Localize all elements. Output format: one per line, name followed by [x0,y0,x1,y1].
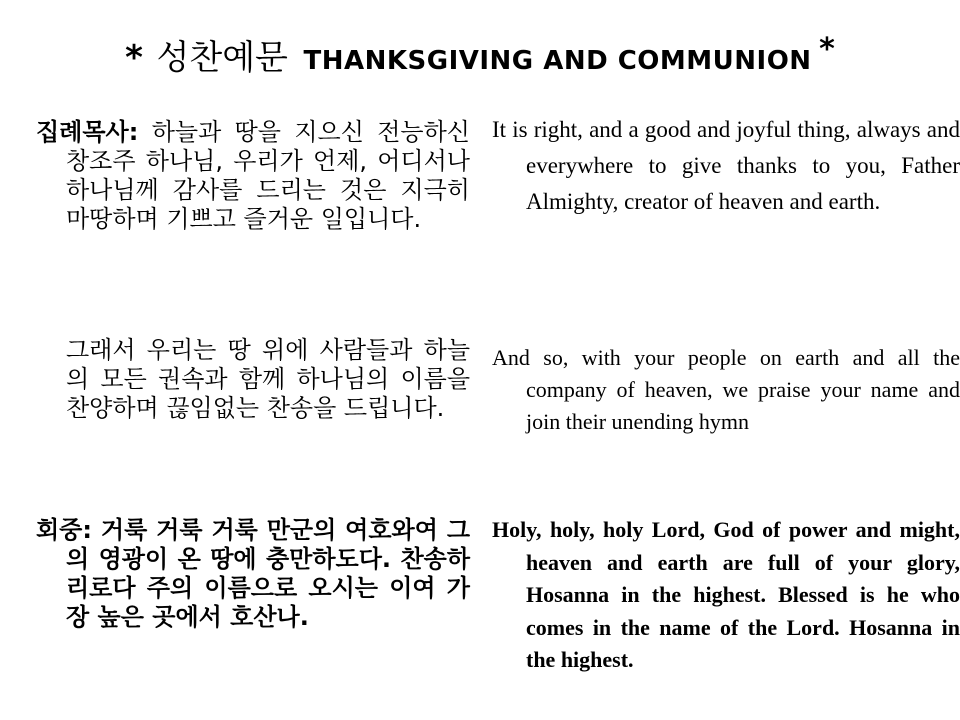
speaker-congregation-korean: 회중: [36,516,92,544]
korean-paragraph-2 [36,336,470,423]
page-title [0,30,960,79]
title-star-prefix: * [125,38,143,78]
korean-paragraph-2-text: 그래서 우리는 땅 위에 사람들과 하늘의 모든 권속과 함께 하나님의 이름을 찬양하며 끊임없는 찬송을 드립니다. [66,336,470,422]
english-paragraph-2: And so, with your people on earth and all the company of heaven, we praise your name and join their unending hymn [492,345,960,434]
title-english: THANKSGIVING AND COMMUNION [303,46,812,76]
title-korean: 성찬예문 [156,38,288,78]
korean-paragraph-3 [36,516,470,632]
english-paragraph-1: It is right, and a good and joyful thing, always and everywhere to give thanks to you, Father Almighty, creator of heaven and earth. [492,117,960,214]
english-paragraph-3: Holy, holy, holy Lord, God of power and might, heaven and earth are full of your glory, Hosanna in the highest. Blessed is he who comes in the name of the Lord. Hosanna in the highest. [492,517,960,672]
korean-paragraph-3-text: 거룩 거룩 거룩 만군의 여호와여 그의 영광이 온 땅에 충만하도다. 찬송하리로다 주의 이름으로 오시는 이여 가장 높은 곳에서 호산나. [66,516,471,631]
title-star-suffix: * [819,32,835,67]
korean-paragraph-1 [36,118,470,234]
korean-paragraph-1-text: 하늘과 땅을 지으신 전능하신 창조주 하나님, 우리가 언제, 어디서나 하나님께 감사를 드리는 것은 지극히 마땅하며 기쁘고 즐거운 일입니다. [66,118,470,233]
speaker-presider-korean: 집례목사: [36,118,139,146]
